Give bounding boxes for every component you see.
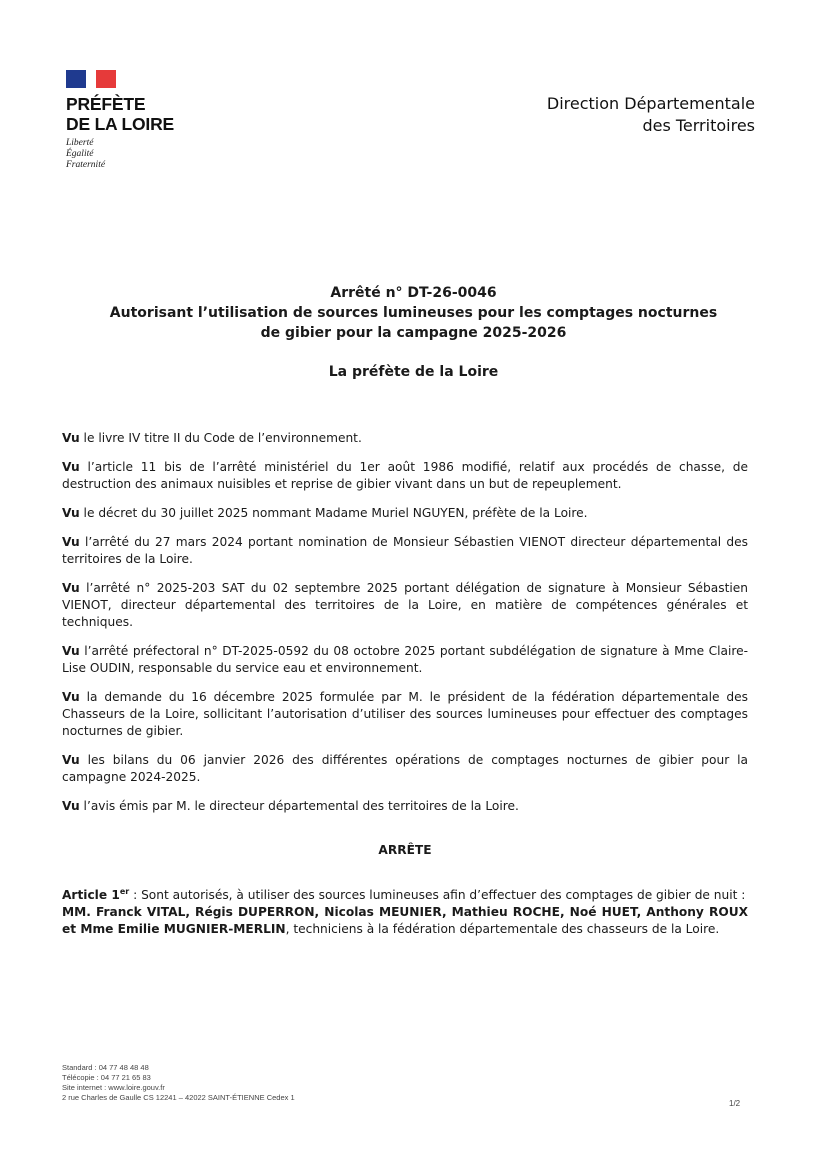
article-text: : Sont autorisés, à utiliser des sources lumineuses afin d’effectuer des comptages de gibier de nuit : — [129, 888, 746, 903]
visa-text: l’arrêté préfectoral n° DT-2025-0592 du 08 octobre 2025 portant subdélégation de signature à Mme Claire-Lise OUDIN, responsable du service eau et environnement. — [62, 644, 748, 675]
prefecture-name — [66, 94, 174, 134]
prefecture-line: DE LA LOIRE — [66, 114, 174, 134]
visa-text: l’article 11 bis de l’arrêté ministériel du 1er août 1986 modifié, relatif aux procédés de chasse, de destruction des animaux nuisibles et reprise de gibier vivant dans un but de repeuplement. — [62, 460, 748, 491]
visa-text: le livre IV titre II du Code de l’environnement. — [79, 431, 362, 445]
title-line: Arrêté n° DT-26-0046 — [330, 285, 497, 301]
visa-text: les bilans du 06 janvier 2026 des différentes opérations de comptages nocturnes de gibier pour la campagne 2024-2025. — [62, 753, 748, 784]
vu-label: Vu — [62, 506, 80, 520]
visa — [62, 505, 748, 522]
vu-label: Vu — [62, 431, 80, 445]
flag-icon — [66, 70, 116, 88]
vu-label: Vu — [62, 535, 80, 549]
footer-contact — [62, 1063, 295, 1103]
title-line: Autorisant l’utilisation de sources lumineuses pour les comptages nocturnes — [109, 305, 718, 321]
vu-label: Vu — [62, 581, 80, 595]
direction-name — [547, 93, 755, 137]
article-1 — [62, 883, 748, 938]
vu-label: Vu — [62, 644, 80, 658]
authority: La préfète de la Loire — [328, 364, 499, 380]
prefecture-line: PRÉFÈTE — [66, 94, 146, 114]
vu-label: Vu — [62, 799, 80, 813]
visa — [62, 580, 748, 631]
visa — [62, 459, 748, 493]
vu-label: Vu — [62, 690, 80, 704]
visa-text: la demande du 16 décembre 2025 formulée par M. le président de la fédération départementale des Chasseurs de la Loire, sollicitant l’autorisation d’utiliser des sources lumineuses pour effectuer des comptages nocturnes de gibier. — [62, 690, 748, 738]
direction-line: des Territoires — [642, 116, 755, 135]
visa — [62, 430, 748, 447]
article-sup: er — [119, 887, 130, 896]
visa-text: l’arrêté n° 2025-203 SAT du 02 septembre 2025 portant délégation de signature à Monsieur Sébastien VIENOT, directeur départemental des territoires de la Loire, en matière de compétences générales et techniques. — [62, 581, 748, 629]
footer-address: 2 rue Charles de Gaulle CS 12241 – 42022 SAINT-ÉTIENNE Cedex 1 — [62, 1093, 295, 1102]
motto-line: Fraternité — [66, 160, 106, 170]
article-label: Article 1 — [62, 888, 120, 903]
visa — [62, 643, 748, 677]
direction-line: Direction Départementale — [546, 94, 755, 113]
visa-text: l’arrêté du 27 mars 2024 portant nomination de Monsieur Sébastien VIENOT directeur départemental des territoires de la Loire. — [62, 535, 748, 566]
page-number: 1/2 — [729, 1099, 741, 1108]
visa — [62, 534, 748, 568]
motto-line: Liberté — [66, 138, 94, 148]
article-names: MM. Franck VITAL, Régis DUPERRON, Nicolas MEUNIER, Mathieu ROCHE, Noé HUET, Anthony ROUX et Mme Emilie MUGNIER-MERLIN — [62, 905, 748, 937]
document-body — [62, 430, 748, 950]
visa-text: le décret du 30 juillet 2025 nommant Madame Muriel NGUYEN, préfète de la Loire. — [79, 506, 588, 520]
footer-fax: Télécopie : 04 77 21 65 83 — [62, 1073, 151, 1082]
article-text: , techniciens à la fédération départementale des chasseurs de la Loire. — [285, 922, 720, 937]
title-line: de gibier pour la campagne 2025-2026 — [260, 325, 567, 341]
visa — [62, 752, 748, 786]
vu-label: Vu — [62, 460, 80, 474]
arrete-heading: ARRÊTE — [378, 843, 432, 857]
footer-phone: Standard : 04 77 48 48 48 — [62, 1063, 149, 1072]
visa — [62, 798, 748, 815]
motto-line: Égalité — [66, 149, 94, 159]
marianne-logo — [66, 70, 174, 171]
visa-text: l’avis émis par M. le directeur départemental des territoires de la Loire. — [79, 799, 519, 813]
vu-label: Vu — [62, 753, 80, 767]
footer-website: Site internet : www.loire.gouv.fr — [62, 1083, 165, 1092]
motto — [66, 138, 174, 171]
visa — [62, 689, 748, 740]
document-title — [0, 283, 827, 343]
